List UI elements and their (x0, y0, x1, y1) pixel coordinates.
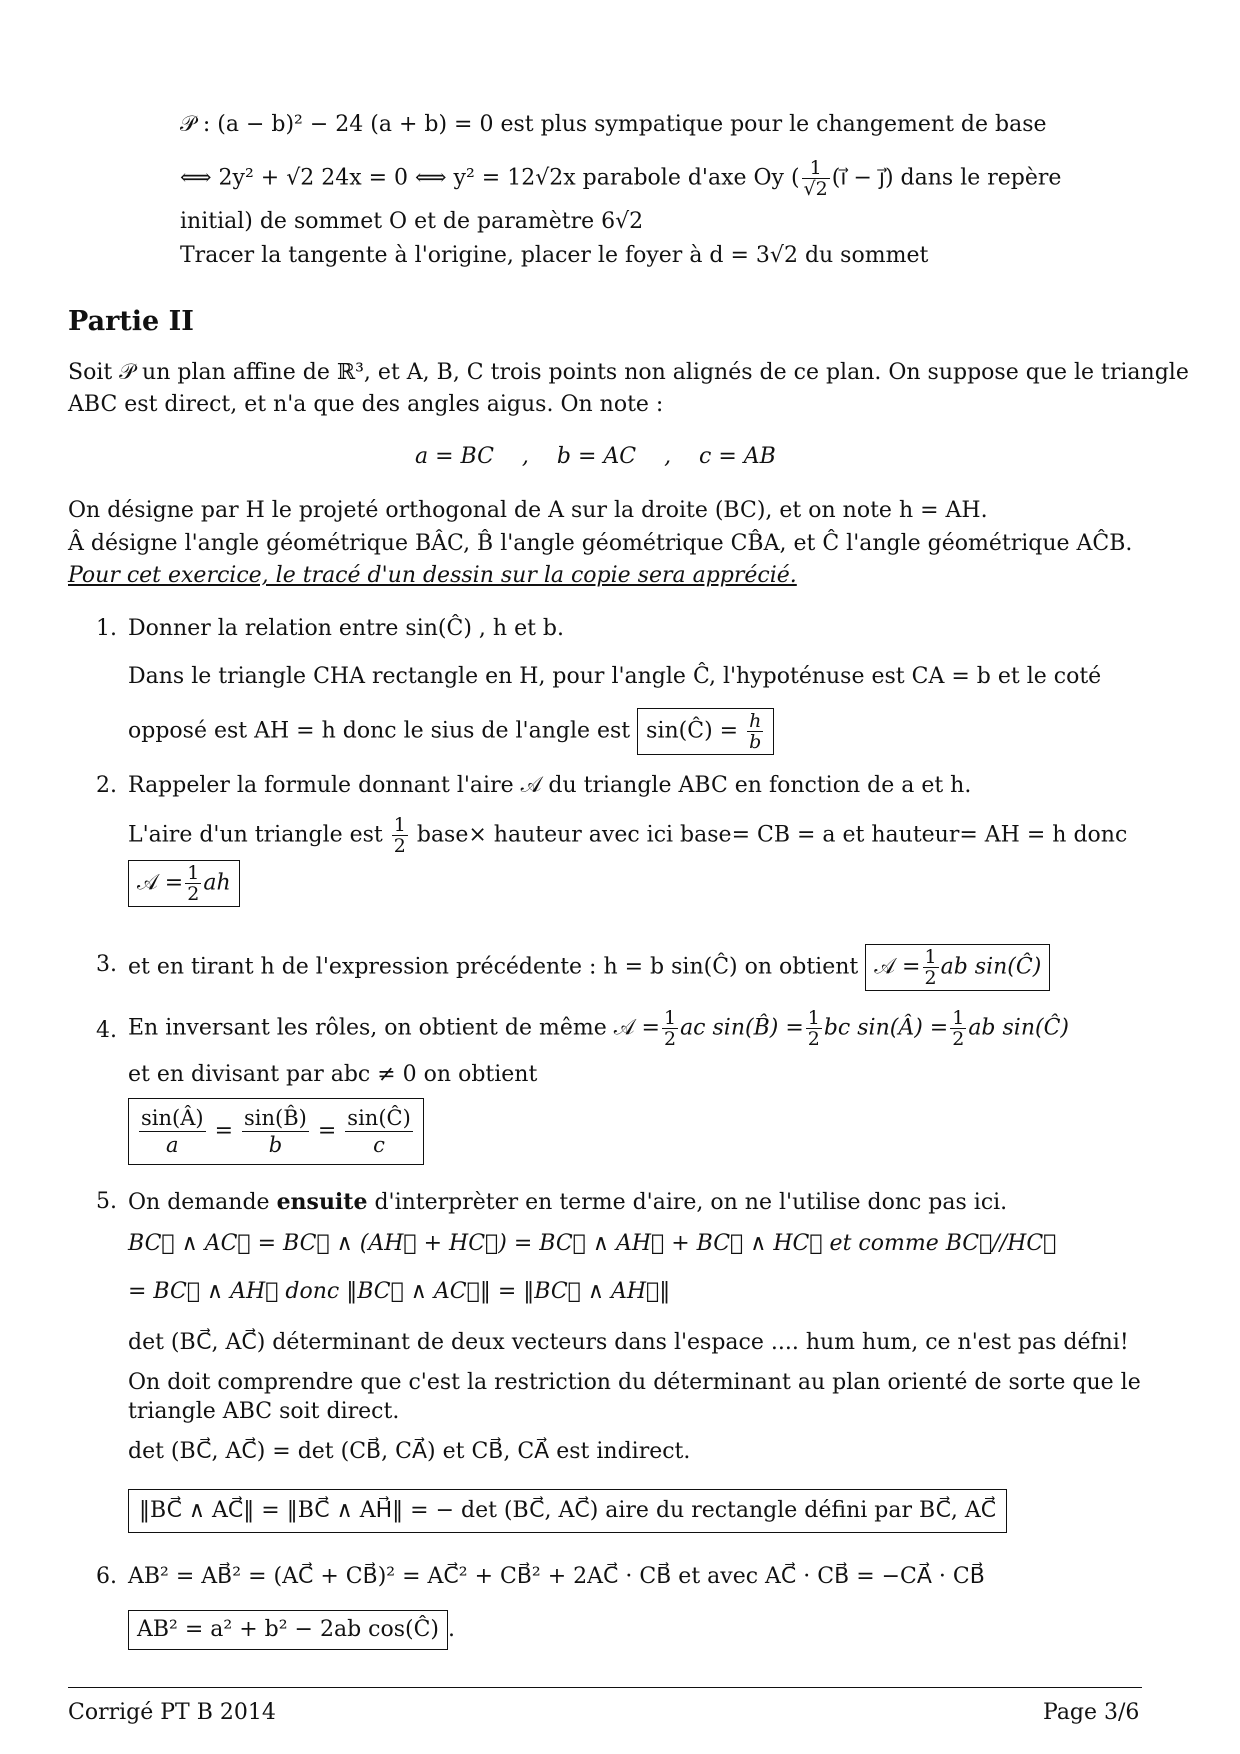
answer-4-box: $\frac{\sin(Â)}{a}$ = $\frac{\sin(B̂)}{b}$ = $\frac{\sin(Ĉ)}{c}$ (128, 1098, 424, 1165)
top-line-2: ⟺ 2y² + √2 24x = 0 ⟺ y² = 12√2x parabole d'axe Oy ( $\frac{1}{√2}$ (i⃗ − j⃗) dans le repère (180, 157, 1062, 200)
answer-4-line-1: En inversant les rôles, on obtient de même 𝒜 = $\frac{1}{2}$ ac sin(B̂) = $\frac{1}{2}$ bc sin(Â) = $\frac{1}{2}$ ab sin(Ĉ) (128, 1007, 1069, 1050)
item-number: 3. (96, 952, 117, 977)
answer-5-line-3: = BC⃗ ∧ AH⃗ donc ‖BC⃗ ∧ AC⃗‖ = ‖BC⃗ ∧ AH⃗‖ (128, 1279, 671, 1304)
answer-5-line-4: det (BC⃗, AC⃗) déterminant de deux vecteurs dans l'espace .... hum hum, ce n'est pas défni! (128, 1330, 1129, 1355)
page-number: Page 3/6 (1043, 1700, 1140, 1725)
question-2: Rappeler la formule donnant l'aire 𝒜 du triangle ABC en fonction de a et h. (128, 773, 972, 798)
answer-5-line-5: On doit comprendre que c'est la restriction du déterminant au plan orienté de sorte que le (128, 1370, 1141, 1395)
answer-3: et en tirant h de l'expression précédente : h = b sin(Ĉ) on obtient 𝒜 = $\frac{1}{2}$ ab sin(Ĉ) (128, 944, 1050, 991)
answer-6-line-1: AB² = AB⃗² = (AC⃗ + CB⃗)² = AC⃗² + CB⃗² + 2AC⃗ · CB⃗ et avec AC⃗ · CB⃗ = −CA⃗ · CB⃗ (128, 1564, 985, 1589)
angles-definition: Â désigne l'angle géométrique BÂC, B̂ l'angle géométrique CB̂A, et Ĉ l'angle géométrique AĈB. (68, 531, 1133, 556)
item-number: 4. (96, 1018, 117, 1043)
question-1: Donner la relation entre sin(Ĉ) , h et b. (128, 616, 564, 641)
section-title: Partie II (68, 306, 194, 337)
fraction: $\frac{1}{√2}$ (803, 157, 828, 200)
intro-line-2: ABC est direct, et n'a que des angles aigus. On note : (68, 392, 664, 417)
top-line-3: initial) de sommet O et de paramètre 6√2 (180, 209, 644, 234)
drawing-note: Pour cet exercice, le tracé d'un dessin sur la copie sera apprécié. (68, 563, 797, 588)
answer-1-line-2: opposé est AH = h donc le sius de l'angle est sin(Ĉ) = $\frac{h}{b}$ (128, 708, 774, 755)
answer-5-box: ‖BC⃗ ∧ AC⃗‖ = ‖BC⃗ ∧ AH⃗‖ = − det (BC⃗, AC⃗) aire du rectangle défini par BC⃗, AC⃗ (128, 1489, 1007, 1533)
item-number: 5. (96, 1189, 117, 1214)
notation-line: a = BC , b = AC , c = AB (415, 444, 776, 469)
answer-5-line-6: triangle ABC soit direct. (128, 1399, 400, 1424)
answer-2-box: 𝒜 = $\frac{1}{2}$ ah (128, 860, 240, 907)
answer-4-line-2: et en divisant par abc ≠ 0 on obtient (128, 1062, 538, 1087)
answer-6-box: AB² = a² + b² − 2ab cos(Ĉ) . (128, 1610, 455, 1650)
footer-left: Corrigé PT B 2014 (68, 1700, 276, 1725)
answer-5-line-2: BC⃗ ∧ AC⃗ = BC⃗ ∧ (AH⃗ + HC⃗) = BC⃗ ∧ AH⃗ + BC⃗ ∧ HC⃗ et comme BC⃗//HC⃗ (128, 1231, 1057, 1256)
answer-1-line-1: Dans le triangle CHA rectangle en H, pour l'angle Ĉ, l'hypoténuse est CA = b et le coté (128, 664, 1102, 689)
answer-5-line-7: det (BC⃗, AC⃗) = det (CB⃗, CA⃗) et CB⃗, CA⃗ est indirect. (128, 1439, 691, 1464)
item-number: 6. (96, 1564, 117, 1589)
item-number: 1. (96, 616, 117, 641)
top-line-4: Tracer la tangente à l'origine, placer le foyer à d = 3√2 du sommet (180, 243, 929, 268)
h-definition: On désigne par H le projeté orthogonal de A sur la droite (BC), et on note h = AH. (68, 498, 988, 523)
footer-rule (68, 1687, 1142, 1688)
top-line-1: 𝒫 : (a − b)² − 24 (a + b) = 0 est plus sympatique pour le changement de base (180, 112, 1047, 137)
intro-line-1: Soit 𝒫 un plan affine de ℝ³, et A, B, C trois points non alignés de ce plan. On suppose que le triangle (68, 360, 1189, 385)
item-number: 2. (96, 773, 117, 798)
answer-1-box: sin(Ĉ) = $\frac{h}{b}$ (637, 708, 774, 755)
answer-2-line-1: L'aire d'un triangle est $\frac{1}{2}$ base× hauteur avec ici base= CB = a et hauteur= AH = h donc (128, 814, 1128, 857)
answer-5-line-1: On demande ensuite d'interprèter en terme d'aire, on ne l'utilise donc pas ici. (128, 1189, 1008, 1215)
